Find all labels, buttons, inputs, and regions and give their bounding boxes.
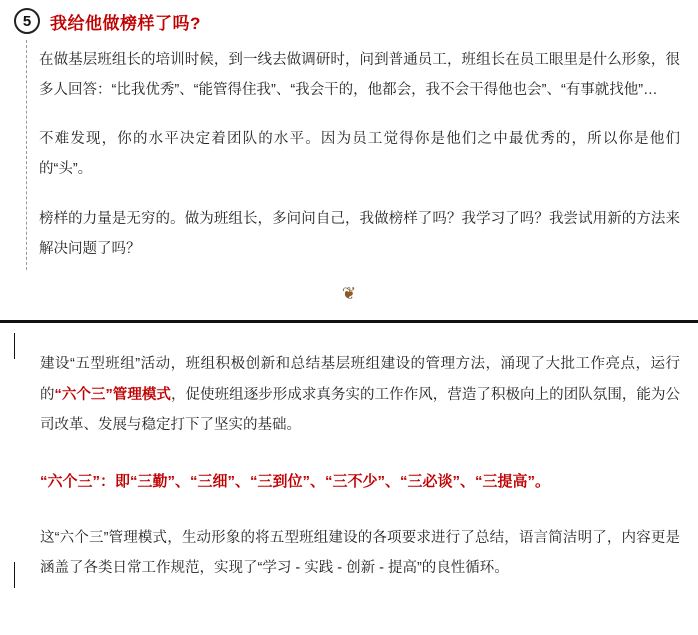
- paragraph: 在做基层班组长的培训时候，到一线去做调研时，问到普通员工，班组长在员工眼里是什么形象，很多人回答：“比我优秀”、“能管得住我”、“我会干的，他都会，我不会干得他也会”、“有事就找他”…: [39, 52, 680, 98]
- floral-ornament-icon: ❦: [341, 284, 357, 304]
- paragraph-with-highlight: [40, 349, 680, 440]
- section-body: [26, 40, 698, 270]
- section-heading-row: [0, 0, 698, 40]
- lower-content-block: [0, 349, 698, 583]
- paragraph: 不难发现，你的水平决定着团队的水平。因为员工觉得你是他们之中最优秀的，所以你是他们的“头”。: [39, 131, 680, 178]
- horizontal-divider: [0, 320, 698, 323]
- slogan-text: “六个三”：即“三勤”、“三细”、“三到位”、“三不少”、“三必谈”、“三提高”。: [40, 472, 551, 490]
- section-number-badge: 5: [14, 8, 40, 34]
- bottom-tick-mark: [14, 562, 15, 588]
- paragraph: 榜样的力量是无穷的。做为班组长，多问问自己，我做榜样了吗？我学习了吗？我尝试用新的方法来解决问题了吗？: [39, 210, 680, 257]
- paragraph: 这“六个三”管理模式，生动形象的将五型班组建设的各项要求进行了总结，语言简洁明了，内容更是涵盖了各类日常工作规范，实现了“学习 - 实践 - 创新 - 提高”的良性循环。: [40, 529, 680, 577]
- paragraph-text-tail: ，促使班组逐步形成求真务实的工作作风，营造了积极向上的团队氛围，能为公司改革、发展与稳定打下了坚实的基础。: [40, 386, 681, 434]
- section-five: [0, 0, 698, 314]
- top-tick-mark: [14, 333, 15, 359]
- highlighted-term: “六个三”管理模式: [54, 386, 171, 403]
- paragraph-text-lead: 建设“五型班组”活动，班组积极创新和总结基层班组建设的管理方法，涌现了大批工作亮点，运行的: [40, 356, 680, 403]
- page-title: 我给他做榜样了吗?: [50, 13, 201, 33]
